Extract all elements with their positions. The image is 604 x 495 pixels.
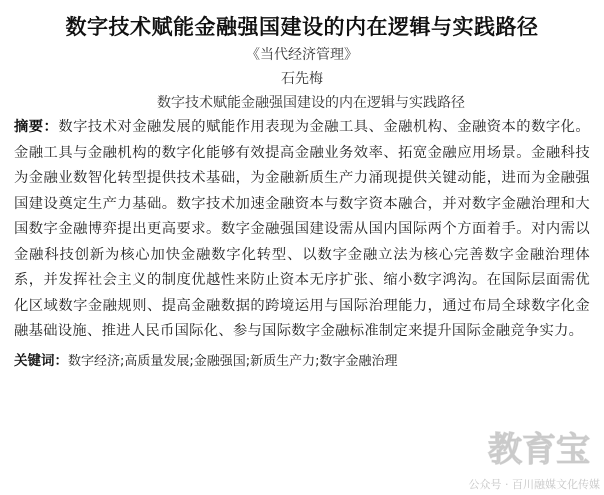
abstract-paragraph (14, 115, 590, 345)
watermark-subtext: 公众号 · 百川融媒文化传媒 (468, 478, 600, 491)
abstract-text: 数字技术对金融发展的赋能作用表现为金融工具、金融机构、金融资本的数字化。金融工具与金融机构的数字化能够有效提高金融业务效率、拓宽金融应用场景。金融科技为金融业数智化转型提供技术基础，为金融新质生产力涌现提供关键动能，进而为金融强国建设奠定生产力基础。数字技术加速金融资本与数字资本融合，并对数字金融治理和大国数字金融博弈提出更高要求。数字金融强国建设需从国内国际两个方面着手。对内需以金融科技创新为核心加快金融数字化转型、以数字金融立法为核心完善数字金融治理体系，并发挥社会主义的制度优越性来防止资本无序扩张、缩小数字鸿沟。在国际层面需优化区域数字金融规则、提高金融数据的跨境运用与国际治理能力，通过布局全球数字化金融基础设施、推进人民币国际化、参与国际数字金融标准制定来提升国际金融竞争实力。 (14, 119, 590, 339)
keywords-text: 数字经济;高质量发展;金融强国;新质生产力;数字金融治理 (68, 353, 398, 369)
keywords-line (14, 350, 590, 373)
author-name: 石先梅 (281, 71, 323, 87)
watermark-logo-text: 教育宝 (488, 430, 590, 470)
article-subtitle: 数字技术赋能金融强国建设的内在逻辑与实践路径 (157, 95, 465, 111)
article-title: 数字技术赋能金融强国建设的内在逻辑与实践路径 (65, 15, 539, 39)
keywords-label: 关键词： (14, 352, 68, 369)
watermark-logo (480, 423, 598, 473)
abstract-label: 摘要： (14, 119, 59, 135)
journal-name: 《当代经济管理》 (246, 47, 358, 63)
